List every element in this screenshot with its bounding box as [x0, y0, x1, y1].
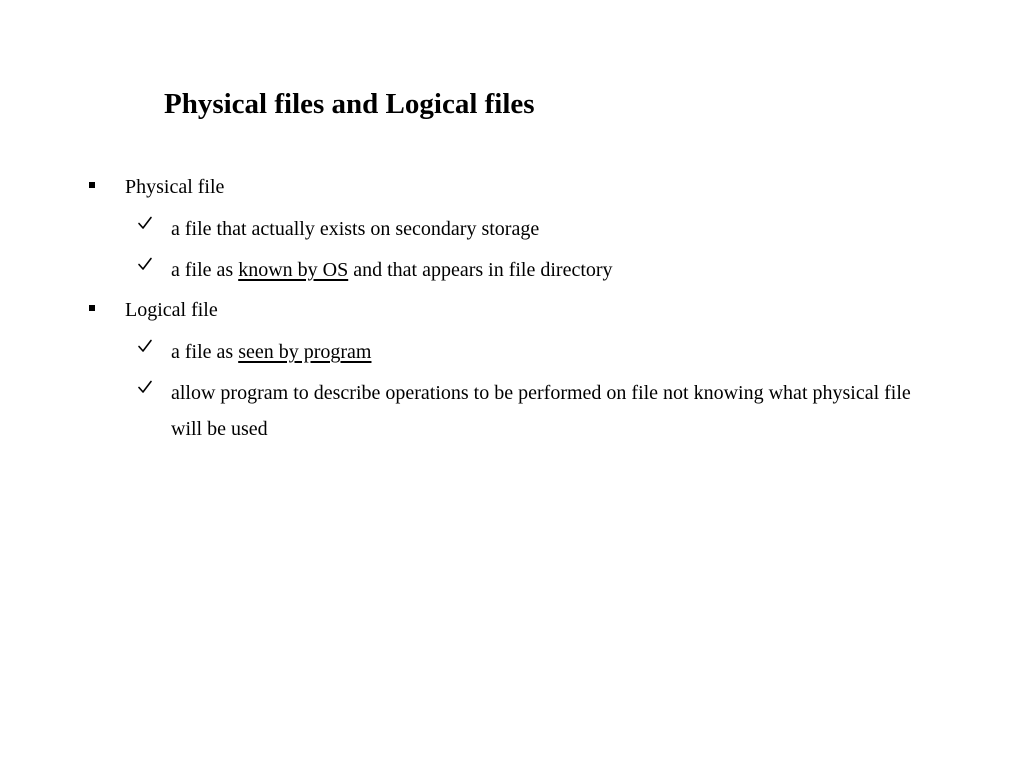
sub-list-item-text [171, 252, 911, 288]
checkmark-icon [137, 256, 153, 272]
text-segment: a file as [171, 259, 239, 281]
text-segment: allow program to describe operations to be performed on file not knowing what physical file will be used [171, 382, 911, 440]
list-item-logical-file [0, 293, 1024, 455]
sub-list-item-text [171, 375, 911, 447]
bullet-list [0, 170, 1024, 455]
sub-list-item [0, 211, 1024, 252]
list-item-label: Physical file [125, 176, 225, 198]
underlined-text: seen by program [238, 341, 372, 363]
square-bullet-icon [89, 182, 95, 188]
list-item-physical-file [0, 170, 1024, 293]
sub-list [0, 334, 1024, 455]
list-item-row [0, 293, 1024, 334]
square-bullet-icon [89, 305, 95, 311]
underlined-text: known by OS [238, 259, 349, 281]
checkmark-icon [137, 215, 153, 231]
list-item-label: Logical file [125, 299, 218, 321]
checkmark-icon [137, 338, 153, 354]
sub-list-item [0, 334, 1024, 375]
sub-list-item-text [171, 334, 911, 370]
text-segment: a file as [171, 341, 239, 363]
sub-list-item [0, 252, 1024, 293]
list-item-row [0, 170, 1024, 211]
text-segment: a file that actually exists on secondary storage [171, 218, 540, 240]
sub-list-item-text [171, 211, 911, 247]
text-segment: and that appears in file directory [348, 259, 613, 281]
sub-list-item [0, 375, 1024, 455]
sub-list [0, 211, 1024, 293]
checkmark-icon [137, 379, 153, 395]
slide-title: Physical files and Logical files [164, 88, 535, 120]
